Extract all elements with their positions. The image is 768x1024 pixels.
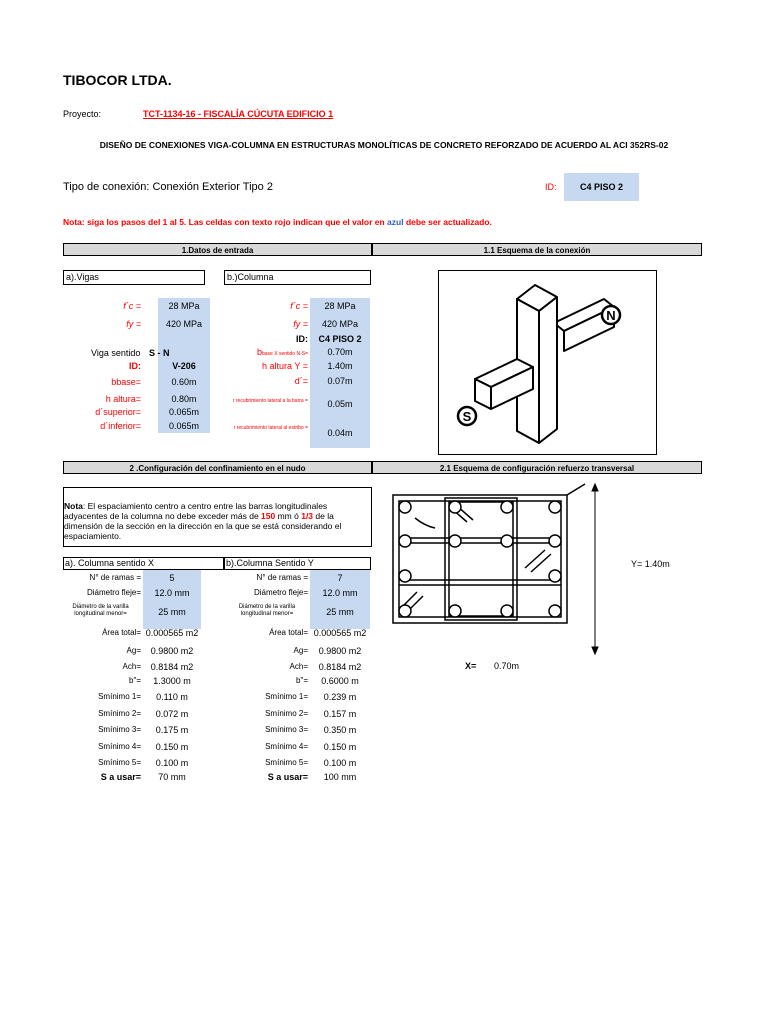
colx-header: a). Columna sentido X (63, 557, 224, 570)
spacing-note-text2: mm ó (275, 511, 302, 521)
base-b-glyph: b (256, 347, 262, 357)
coly-s3-label: Smínimo 3= (265, 725, 308, 734)
coly-usar-label: S a usar= (267, 772, 308, 782)
instructions-note (63, 217, 492, 227)
colx-s1-label: Smínimo 1= (98, 692, 141, 701)
vigas-id-value[interactable]: V-206 (172, 361, 196, 371)
columna-d-label: d´= (294, 376, 308, 386)
vigas-dsup-value[interactable]: 0.065m (168, 407, 200, 417)
colx-ag-label: Ag= (126, 646, 141, 655)
project-label: Proyecto: (63, 109, 102, 119)
coly-area-label: Área total= (269, 628, 308, 637)
columna-fc-value[interactable]: 28 MPa (324, 301, 356, 311)
colx-s3-label: Smínimo 3= (98, 725, 141, 734)
columna-fc-label: f´c = (290, 301, 308, 311)
coly-s1-label: Smínimo 1= (265, 692, 308, 701)
vigas-header: a).Vigas (63, 270, 205, 285)
coly-area-value: 0.000565 m2 (313, 628, 367, 638)
south-label: S (462, 409, 472, 424)
columna-r1-value[interactable]: 0.05m (327, 399, 353, 409)
spacing-note-text3: de la dimensión de la sección en la dirección en la que se está considerando el espaciamiento. (64, 511, 342, 541)
colx-varilla-value[interactable]: 25 mm (158, 607, 186, 617)
columna-base-label (224, 347, 308, 357)
transverse-reinforcement-drawing (385, 480, 615, 655)
coly-ag-label: Ag= (293, 646, 308, 655)
columna-d-value[interactable]: 0.07m (327, 376, 353, 386)
colx-ramas-label: N° de ramas = (89, 573, 141, 582)
colx-area-value: 0.000565 m2 (145, 628, 199, 638)
colx-s2-label: Smínimo 2= (98, 709, 141, 718)
spacing-note-prefix: Nota (64, 501, 83, 511)
vigas-altura-value[interactable]: 0.80m (171, 394, 197, 404)
coly-s4-label: Smínimo 4= (265, 742, 308, 751)
spacing-note-text1: : El espaciamiento centro a centro entre las barras longitudinales adyacentes de la columna no debe exceder más de (64, 501, 328, 521)
columna-id-label: ID: (296, 334, 308, 344)
coly-varilla-value[interactable]: 25 mm (326, 607, 354, 617)
spacing-note-150: 150 (261, 511, 276, 521)
coly-b2-value: 0.6000 m (321, 676, 359, 686)
coly-varilla-label: Diámetro de la varilla longitudinal menor= (238, 604, 296, 617)
colx-s4-label: Smínimo 4= (98, 742, 141, 751)
colx-ag-value: 0.9800 m2 (150, 646, 194, 656)
vigas-base-label: bbase= (111, 377, 141, 387)
spacing-note-third: 1/3 (301, 511, 314, 521)
section-confinement: 2 .Configuración del confinamiento en el nudo (63, 461, 372, 474)
coly-ag-value: 0.9800 m2 (318, 646, 362, 656)
columna-r2-label: r recubrimiento lateral al estribo = (233, 425, 308, 431)
colx-ach-label: Ach= (122, 662, 141, 671)
columna-header: b.)Columna (224, 270, 371, 285)
y-dimension: Y= 1.40m (631, 559, 670, 569)
vigas-dsup-label: d´superior= (95, 407, 141, 417)
coly-fleje-label: Diámetro fleje= (253, 588, 308, 597)
vigas-base-value[interactable]: 0.60m (171, 377, 197, 387)
connection-id-value[interactable]: C4 PISO 2 (564, 173, 639, 201)
north-label: N (606, 308, 616, 323)
spacing-note (63, 487, 372, 547)
columna-altura-label: h altura Y = (262, 361, 308, 371)
note-text-1: Nota: siga los pasos del 1 al 5. Las celdas con texto rojo indican que el valor en (63, 217, 388, 227)
colx-b2-label: b"= (129, 676, 141, 685)
coly-ach-value: 0.8184 m2 (318, 662, 362, 672)
section-transverse-scheme: 2.1 Esquema de configuración refuerzo transversal (372, 461, 702, 474)
vigas-id-label: ID: (129, 361, 141, 371)
viga-sentido-label: Viga sentido (91, 348, 141, 358)
coly-s5-label: Smínimo 5= (265, 758, 308, 767)
coly-s2-label: Smínimo 2= (265, 709, 308, 718)
x-dimension-label: X= (465, 661, 477, 671)
colx-fleje-label: Diámetro fleje= (86, 588, 141, 597)
section-input-data: 1.Datos de entrada (63, 243, 372, 256)
vigas-dinf-value[interactable]: 0.065m (168, 421, 200, 431)
colx-s1-value: 0.110 m (156, 692, 188, 702)
colx-usar-label: S a usar= (100, 772, 141, 782)
project-value[interactable]: TCT-1134-16 - FISCALÍA CÚCUTA EDIFICIO 1 (143, 109, 334, 119)
columna-altura-value[interactable]: 1.40m (327, 361, 353, 371)
columna-fy-label: fy = (293, 319, 308, 329)
vigas-fy-value[interactable]: 420 MPa (165, 319, 203, 329)
columna-id-value[interactable]: C4 PISO 2 (318, 334, 362, 344)
coly-usar-value: 100 mm (323, 772, 357, 782)
note-text-2: debe ser actualizado. (403, 217, 492, 227)
coly-header: b).Columna Sentido Y (224, 557, 371, 570)
colx-b2-value: 1.3000 m (153, 676, 191, 686)
main-title: DISEÑO DE CONEXIONES VIGA-COLUMNA EN ESTRUCTURAS MONOLÍTICAS DE CONCRETO REFORZADO DE ACUERDO AL ACI 352RS-02 (99, 140, 669, 150)
columna-r2-value[interactable]: 0.04m (327, 428, 353, 438)
connection-3d-drawing (439, 271, 656, 454)
columna-base-sub: base X sentido N-S= (262, 351, 308, 357)
company-name: TIBOCOR LTDA. (63, 72, 172, 88)
connection-id-label: ID: (545, 182, 557, 192)
columna-r1-label: r recubrimiento lateral a la barra = (232, 398, 308, 404)
note-blue-word: azul (387, 217, 404, 227)
colx-fleje-value[interactable]: 12.0 mm (154, 588, 190, 598)
colx-ramas-value[interactable]: 5 (169, 573, 175, 583)
coly-ramas-label: N° de ramas = (256, 573, 308, 582)
columna-base-value[interactable]: 0.70m (327, 347, 353, 357)
vigas-fy-label: fy = (126, 319, 141, 329)
coly-ramas-value[interactable]: 7 (337, 573, 343, 583)
colx-varilla-label: Diámetro de la varilla longitudinal menor= (72, 604, 129, 617)
colx-ach-value: 0.8184 m2 (150, 662, 194, 672)
columna-fy-value[interactable]: 420 MPa (321, 319, 359, 329)
connection-scheme-frame (438, 270, 657, 455)
coly-b2-label: b"= (296, 676, 308, 685)
coly-s2-value: 0.157 m (323, 709, 357, 719)
colx-area-label: Área total= (102, 628, 141, 637)
coly-ach-label: Ach= (289, 662, 308, 671)
colx-s5-label: Smínimo 5= (98, 758, 141, 767)
colx-s3-value: 0.175 m (155, 725, 189, 735)
vigas-fc-label: f´c = (123, 301, 141, 311)
colx-usar-value: 70 mm (158, 772, 186, 782)
connection-type: Tipo de conexión: Conexión Exterior Tipo 2 (63, 181, 273, 193)
section-connection-scheme: 1.1 Esquema de la conexión (372, 243, 702, 256)
colx-s4-value: 0.150 m (155, 742, 189, 752)
x-dimension-value: 0.70m (494, 661, 520, 671)
coly-s3-value: 0.350 m (323, 725, 357, 735)
coly-fleje-value[interactable]: 12.0 mm (322, 588, 358, 598)
coly-s1-value: 0.239 m (323, 692, 357, 702)
vigas-altura-label: h altura= (105, 394, 141, 404)
vigas-dinf-label: d´inferior= (100, 421, 141, 431)
viga-sentido-value: S - N (149, 348, 170, 358)
coly-s5-value: 0.100 m (323, 758, 357, 768)
coly-s4-value: 0.150 m (323, 742, 357, 752)
vigas-fc-value[interactable]: 28 MPa (168, 301, 200, 311)
colx-s5-value: 0.100 m (155, 758, 189, 768)
colx-s2-value: 0.072 m (155, 709, 189, 719)
